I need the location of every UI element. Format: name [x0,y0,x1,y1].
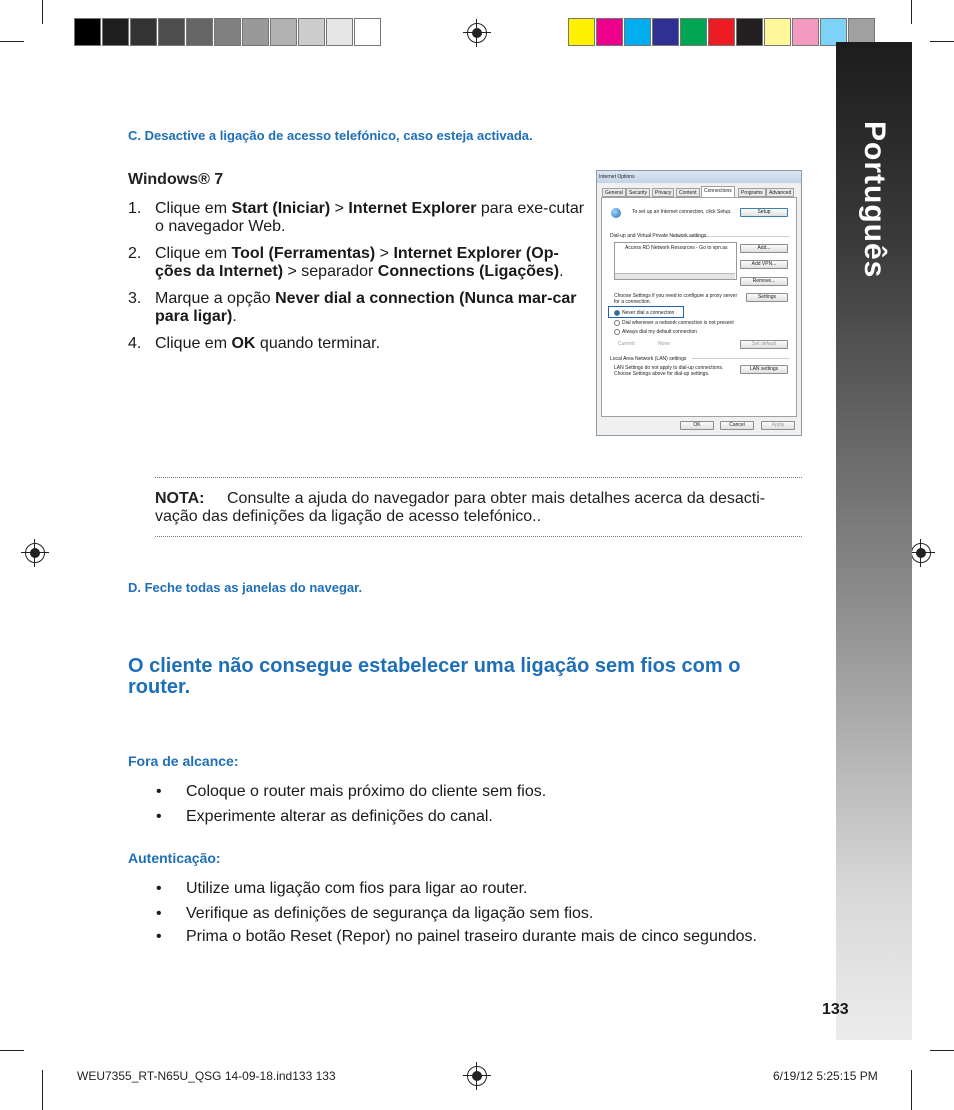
step-emphasis: Never dial a connection (Nunca mar-car para ligar) [155,290,577,325]
steps-list [128,200,588,362]
side-tab-label: Português [858,121,891,279]
registration-mark-icon [467,23,487,43]
step-emphasis: OK [231,335,256,352]
step-c-heading: C. Desactive a ligação de acesso telefónico, caso esteja activada. [128,128,533,143]
step-item [128,335,588,353]
step-text: . [559,263,564,280]
auth-list [156,880,757,946]
color-swatch [624,18,651,46]
tab-security[interactable]: Security [626,188,650,197]
current-label: Current [618,341,635,347]
connections-panel [601,197,797,417]
step-emphasis: Connections (Ligações) [377,263,560,280]
note-block [155,490,805,526]
step-item [128,200,588,236]
color-swatch [214,18,241,46]
cancel-button[interactable]: Cancel [720,421,754,430]
lan-settings-button[interactable]: LAN settings [740,365,788,374]
color-swatch [764,18,791,46]
step-text: Marque a opção [155,290,276,307]
page-number: 133 [822,1001,849,1018]
step-text: > [375,245,394,262]
tab-general[interactable]: General [602,188,626,197]
step-text: > [330,200,349,217]
color-swatch [354,18,381,46]
step-emphasis: Internet Explorer [348,200,477,217]
list-item: • Experimente alterar as definições do canal. [156,808,546,826]
color-swatch [708,18,735,46]
step-emphasis: Internet Explorer (Op-ções da Internet) [155,245,559,280]
color-swatch [158,18,185,46]
crop-mark [930,41,954,42]
step-item [128,245,588,281]
crop-mark [42,0,43,24]
dialog-title: Internet Options [599,174,635,180]
list-item: • Verifique as definições de segurança da ligação sem fios. [156,905,757,923]
radio-never-dial[interactable] [614,310,620,316]
vpn-list-scrollbar[interactable] [615,273,735,279]
tab-connections[interactable]: Connections [701,186,735,197]
radio-never-dial-label: Never dial a connection [622,310,675,316]
step-d-heading: D. Feche todas as janelas do navegar. [128,580,363,595]
registration-mark-icon [25,543,45,563]
color-swatch [792,18,819,46]
list-item: • Prima o botão Reset (Repor) no painel traseiro durante mais de cinco segundos. [156,928,757,946]
step-item [128,290,588,326]
crop-mark [911,0,912,24]
color-swatch [326,18,353,46]
tab-privacy[interactable]: Privacy [652,188,674,197]
color-swatch [130,18,157,46]
crop-mark [930,1050,954,1051]
setup-button[interactable]: Setup [740,208,788,217]
color-swatch [270,18,297,46]
step-text: Clique em [155,200,232,217]
step-text: Clique em [155,335,232,352]
vpn-group-label: Dial-up and Virtual Private Network settings [610,233,707,239]
crop-mark [0,41,24,42]
tab-advanced[interactable]: Advanced [766,188,794,197]
step-text: Clique em [155,245,232,262]
registration-mark-icon [911,543,931,563]
choose-settings-text: Choose Settings if you need to configure a proxy server for a connection. [614,293,738,305]
crop-mark [42,1070,43,1110]
step-number: 2. [128,245,142,262]
step-number: 1. [128,200,142,217]
lan-group-label: Local Area Network (LAN) settings [610,356,687,362]
remove-button[interactable]: Remove... [740,277,788,286]
vpn-list-item[interactable]: Access RD Network Resources - Go to vpn.as [625,245,728,251]
color-swatch [680,18,707,46]
section-heading: O cliente não consegue estabelecer uma ligação sem fios com o router. [128,655,741,698]
lan-group [692,358,790,359]
internet-options-dialog [596,170,802,436]
current-value: None [658,341,670,347]
color-swatch [568,18,595,46]
tab-programs[interactable]: Programs [738,188,766,197]
color-swatch [242,18,269,46]
auth-heading: Autenticação: [128,850,221,866]
radio-dial-whenever[interactable] [614,320,620,326]
add-vpn-button[interactable]: Add VPN... [740,260,788,269]
step-number: 3. [128,290,142,307]
vpn-list[interactable] [614,242,737,280]
step-number: 4. [128,335,142,352]
color-swatch [186,18,213,46]
setup-text: To set up an Internet connection, click Setup. [632,209,732,215]
note-label: NOTA: [155,490,205,507]
step-text: > separador [283,263,378,280]
apply-button[interactable]: Apply [761,421,795,430]
list-item: • Utilize uma ligação com fios para ligar ao router. [156,880,757,898]
step-emphasis: Start (Iniciar) [231,200,331,217]
step-text: quando terminar. [255,335,381,352]
note-top-divider [155,477,802,478]
dialog-title-bar [597,171,801,183]
color-swatch [74,18,101,46]
color-swatch [652,18,679,46]
crop-mark [0,1050,24,1051]
settings-button[interactable]: Settings [746,293,788,302]
tab-content[interactable]: Content [676,188,700,197]
note-text: Consulte a ajuda do navegador para obter mais detalhes acerca da desacti-vação das definições da ligação de acesso telefónico.. [155,490,766,525]
radio-always-dial-label: Always dial my default connection [622,329,698,335]
radio-dial-whenever-label: Dial whenever a network connection is not present [622,320,734,326]
color-swatch [102,18,129,46]
add-button[interactable]: Add... [740,244,788,253]
list-item: • Coloque o router mais próximo do cliente sem fios. [156,783,546,801]
color-swatch [596,18,623,46]
lan-text: LAN Settings do not apply to dial-up connections. Choose Settings above for dial-up settings. [614,365,724,377]
step-text: . [232,308,237,325]
color-swatch [298,18,325,46]
range-list [156,783,546,826]
ok-button[interactable]: OK [680,421,714,430]
note-bottom-divider [155,536,802,537]
crop-mark [911,1070,912,1110]
windows-heading: Windows® 7 [128,171,224,188]
range-heading: Fora de alcance: [128,753,239,769]
color-swatch [736,18,763,46]
step-emphasis: Tool (Ferramentas) [231,245,376,262]
radio-always-dial[interactable] [614,329,620,335]
registration-mark-icon [467,1066,487,1086]
globe-icon [611,208,621,218]
footer-left: WEU7355_RT-N65U_QSG 14-09-18.ind133 133 [77,1069,336,1083]
footer-right: 6/19/12 5:25:15 PM [773,1069,878,1083]
step-text: para exe-cutar o navegador Web. [155,200,585,235]
set-default-button[interactable]: Set default [740,340,788,349]
